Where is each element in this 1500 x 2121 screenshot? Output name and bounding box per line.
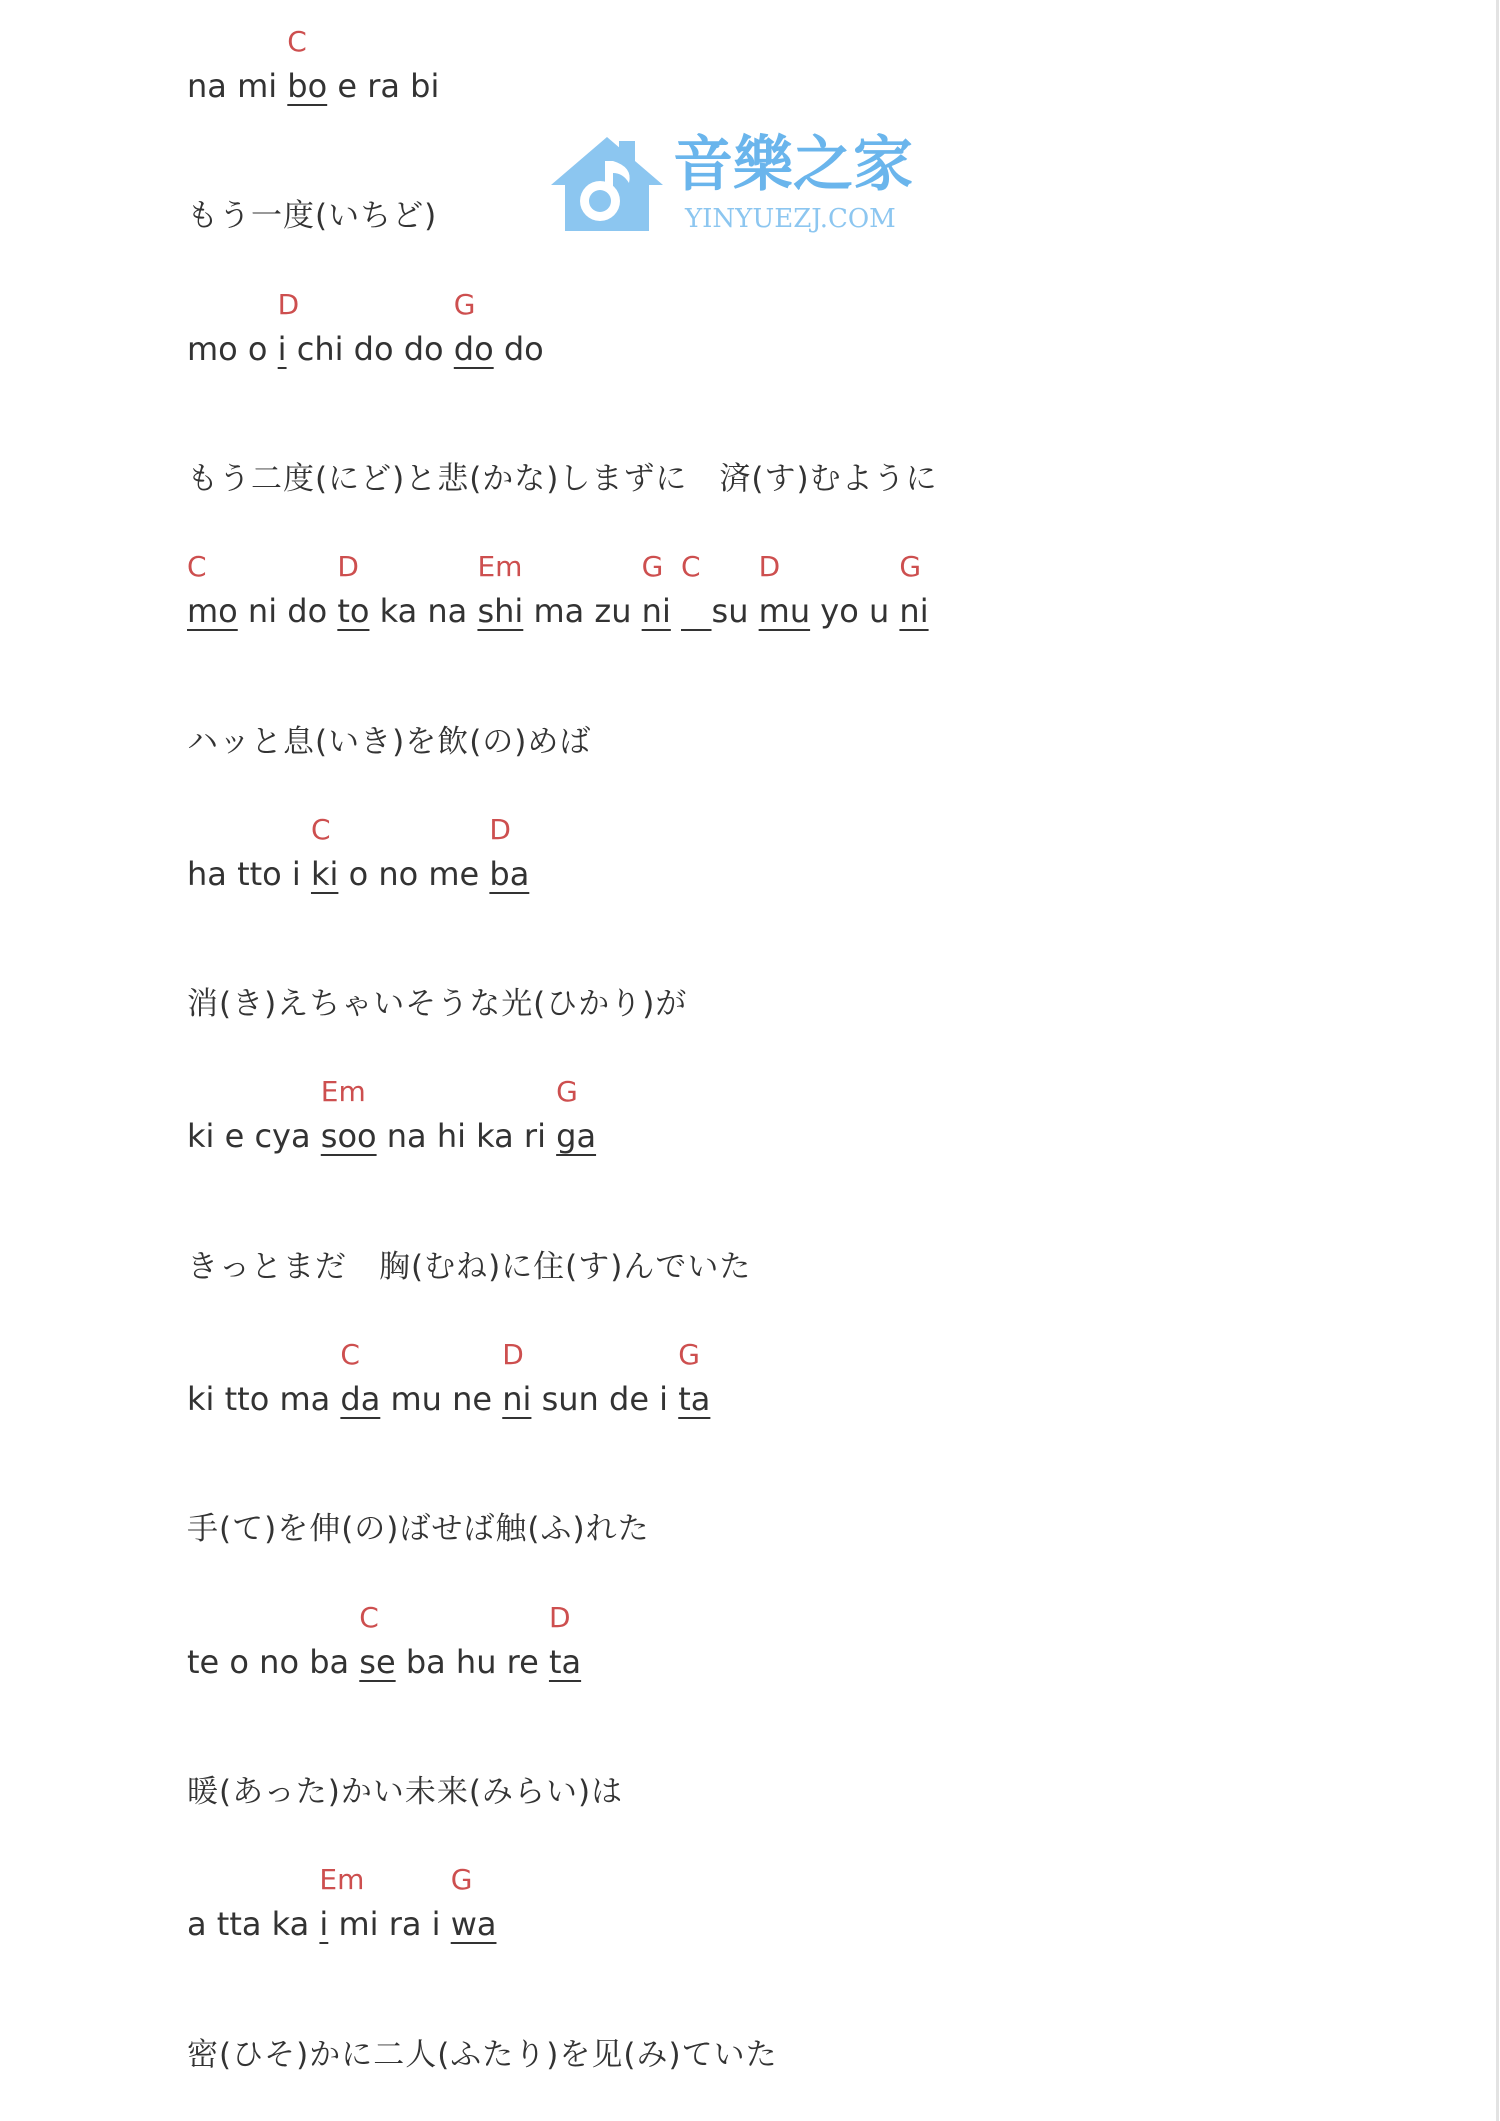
chord-label: C (310, 813, 331, 846)
chord-syllable: to D (337, 550, 370, 630)
chord-syllable: soo Em (320, 1075, 377, 1155)
chord-label: C (287, 25, 307, 58)
romaji-text (671, 595, 681, 627)
romaji-line (187, 1863, 497, 1943)
chord-syllable: se C (359, 1601, 396, 1681)
romaji-text: o no me (338, 855, 490, 893)
romaji-text: mi ra i (328, 1905, 451, 1943)
chord-syllable: ni G (641, 550, 671, 630)
chord-syllable: ni D (502, 1338, 532, 1418)
chord-syllable: da C (340, 1338, 381, 1418)
romaji-text: e ra bi (327, 67, 440, 105)
romaji-text: na hi ka ri (376, 1117, 557, 1155)
chord-label: D (489, 813, 511, 846)
romaji-text: mu ne (380, 1380, 503, 1418)
romaji-text: na mi (187, 67, 288, 105)
chord-syllable: ba D (489, 813, 530, 893)
romaji-line (187, 813, 530, 893)
romaji-text: chi do do (286, 330, 454, 368)
chord-label: D (277, 288, 300, 321)
chord-label: G (450, 1863, 473, 1896)
romaji-text: ma zu (523, 592, 642, 630)
chord-syllable: wa G (450, 1863, 497, 1943)
lyric-line: 暖(あった)かい未来(みらい)は (187, 1774, 624, 1810)
watermark-title: 音樂之家 (673, 130, 913, 200)
romaji-text: do (493, 330, 544, 368)
lyric-line: もう二度(にど)と悲(かな)しまずに 済(す)むように (187, 461, 938, 497)
romaji-text: a tta ka (187, 1905, 320, 1943)
chord-label: G (641, 550, 664, 583)
chord-syllable: ni G (899, 550, 929, 630)
romaji-text: yo u (810, 592, 900, 630)
chord-syllable: i D (277, 288, 300, 368)
chord-label: C (359, 1601, 379, 1634)
chord-syllable: ki C (310, 813, 339, 893)
chord-syllable: shi Em (477, 550, 524, 630)
romaji-text: ka na (369, 592, 478, 630)
lyric-line: 密(ひそ)かに二人(ふたり)を见(み)ていた (187, 2037, 778, 2073)
chord-syllable: mu D (758, 550, 811, 630)
chord-syllable: mo C (187, 550, 238, 630)
romaji-text: te o no ba (187, 1643, 360, 1681)
chord-label: C (340, 1338, 360, 1371)
chord-label: G (899, 550, 922, 583)
romaji-line (187, 25, 440, 105)
romaji-line (187, 550, 929, 630)
romaji-text: sun de i (531, 1380, 679, 1418)
chord-syllable: i Em (319, 1863, 365, 1943)
romaji-line (187, 1601, 582, 1681)
chord-label: D (337, 550, 359, 583)
romaji-text: ki tto ma (187, 1380, 341, 1418)
chord-label: C (187, 550, 207, 583)
chord-label: D (758, 550, 781, 583)
chord-syllable: ga G (556, 1075, 597, 1155)
romaji-line (187, 288, 544, 368)
chord-syllable: ta G (678, 1338, 711, 1418)
chord-label: D (502, 1338, 524, 1371)
chord-label: G (678, 1338, 700, 1371)
romaji-line (187, 1075, 597, 1155)
romaji-text: ki e cya (187, 1117, 321, 1155)
lyric-line: きっとまだ 胸(むね)に住(す)んでいた (187, 1249, 752, 1285)
chord-label: Em (320, 1075, 366, 1108)
romaji-text: mo o (187, 330, 278, 368)
chord-syllable: do G (453, 288, 494, 368)
lyric-line: もう一度(いちど) (187, 198, 438, 234)
romaji-text: su (711, 592, 759, 630)
chord-label: D (548, 1601, 571, 1634)
chord-syllable: bo C (287, 25, 328, 105)
chord-label: G (556, 1075, 578, 1108)
romaji-text: ba hu re (395, 1643, 549, 1681)
chord-syllable: ta D (548, 1601, 582, 1681)
chord-label: C (681, 550, 701, 583)
watermark-url: YINYUEZJ.COM (685, 204, 896, 234)
chord-label: Em (319, 1863, 365, 1896)
lyric-line: 手(て)を伸(の)ばせば触(ふ)れた (187, 1511, 650, 1547)
romaji-line (187, 1338, 711, 1418)
romaji-text: ha tto i (187, 855, 311, 893)
chord-label: Em (477, 550, 523, 583)
chord-label: G (453, 288, 476, 321)
lyric-line: ハッと息(いき)を飲(の)めば (187, 724, 592, 760)
chord-syllable (681, 550, 712, 627)
romaji-text: ni do (237, 592, 338, 630)
lyric-line: 消(き)えちゃいそうな光(ひかり)が (187, 986, 688, 1022)
